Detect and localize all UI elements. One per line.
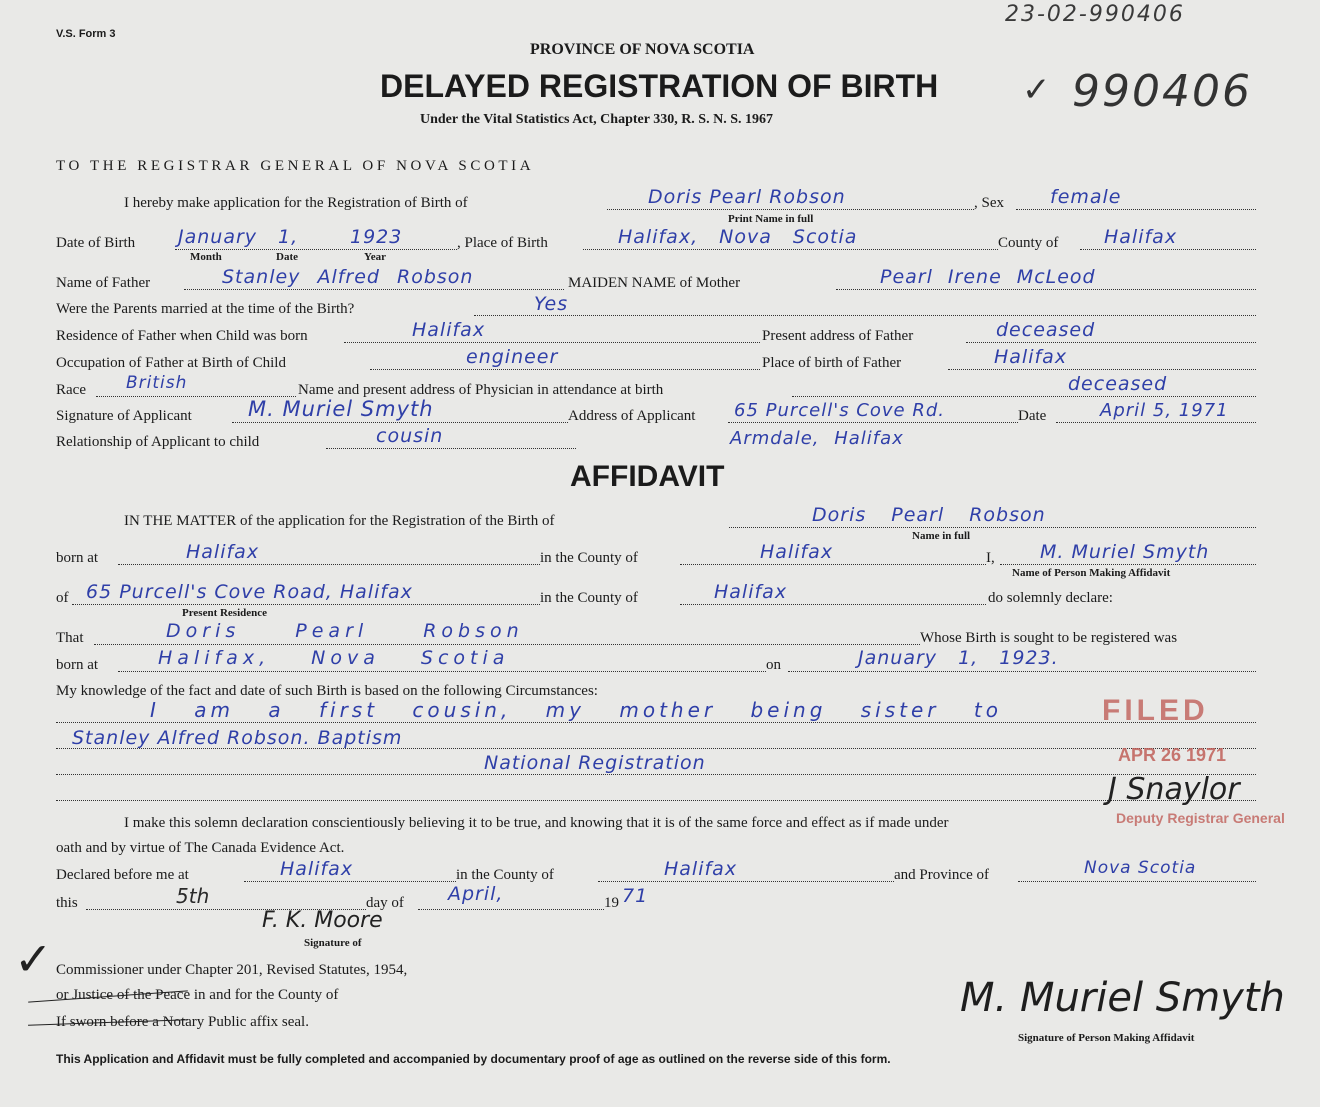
county-of-label: in the County of xyxy=(540,550,638,566)
physician-label: Name and present address of Physician in attendance at birth xyxy=(298,382,664,398)
born-at-value: Halifax xyxy=(186,541,260,563)
occupation-label: Occupation of Father at Birth of Child xyxy=(56,355,286,371)
county2-label: in the County of xyxy=(540,590,638,606)
registration-number: 990406 xyxy=(1072,66,1252,117)
married-label: Were the Parents married at the time of the Birth? xyxy=(56,301,355,317)
act-reference: Under the Vital Statistics Act, Chapter 330, R. S. N. S. 1967 xyxy=(420,112,773,127)
circumstances-line2: Stanley Alfred Robson. Baptism xyxy=(72,727,403,749)
print-name-caption: Print Name in full xyxy=(728,213,814,225)
born-at2-label: born at xyxy=(56,657,99,673)
child-name-value: Doris Pearl Robson xyxy=(648,186,846,208)
affiant-signature: M. Muriel Smyth xyxy=(960,975,1285,1021)
i-label: I, xyxy=(986,550,995,566)
date-value: April 5, 1971 xyxy=(1100,400,1229,421)
day-of-label: day of xyxy=(366,895,404,911)
born-at2-value: Halifax, Nova Scotia xyxy=(158,647,510,669)
sought-label: Whose Birth is sought to be registered was xyxy=(920,630,1178,646)
justice-line: or Justice of the Peace in and for the County of xyxy=(56,987,339,1003)
race-value: British xyxy=(126,373,188,393)
signature-label: Signature of Applicant xyxy=(56,408,192,424)
province-heading: PROVINCE OF NOVA SCOTIA xyxy=(530,41,755,58)
commissioner-line: Commissioner under Chapter 201, Revised Statutes, 1954, xyxy=(56,962,408,978)
decl-county-label: in the County of xyxy=(456,867,554,883)
day-value: 5th xyxy=(176,884,210,908)
father-pob-value: Halifax xyxy=(994,346,1068,368)
circumstances-line3: National Registration xyxy=(484,752,706,774)
form-title: DELAYED REGISTRATION OF BIRTH xyxy=(380,68,939,104)
applicant-signature: M. Muriel Smyth xyxy=(248,397,434,421)
affidavit-child-name: Doris Pearl Robson xyxy=(812,504,1046,526)
registrar-signature: J Snaylor xyxy=(1108,772,1240,807)
circumstances-line1: I am a first cousin, my mother being sister to xyxy=(150,698,1002,722)
stamp-role: Deputy Registrar General xyxy=(1116,810,1285,826)
address-line1: 65 Purcell's Cove Rd. xyxy=(734,400,945,421)
year-prefix: 19 xyxy=(604,895,619,911)
physician-value: deceased xyxy=(1068,373,1168,395)
of-label: of xyxy=(56,590,69,606)
registrar-address-line: TO THE REGISTRAR GENERAL OF NOVA SCOTIA xyxy=(56,158,535,174)
father-pob-label: Place of birth of Father xyxy=(762,355,902,371)
notary-line: If sworn before a Notary Public affix seal. xyxy=(56,1014,309,1030)
filed-stamp: FILED xyxy=(1102,694,1209,727)
caption-date: Date xyxy=(276,251,298,263)
father-value: Stanley Alfred Robson xyxy=(222,266,474,288)
relationship-label: Relationship of Applicant to child xyxy=(56,434,260,450)
father-label: Name of Father xyxy=(56,275,151,291)
dob-year: 1923 xyxy=(350,226,403,248)
dob-month: January xyxy=(178,226,258,248)
commissioner-check-icon: ✓ xyxy=(14,932,53,986)
year-suffix: 71 xyxy=(622,885,649,907)
declare-label: do solemnly declare: xyxy=(988,590,1113,606)
person-value: M. Muriel Smyth xyxy=(1040,541,1210,563)
person-caption: Name of Person Making Affidavit xyxy=(1012,567,1171,579)
relationship-value: cousin xyxy=(376,425,444,447)
residence-label: Residence of Father when Child was born xyxy=(56,328,308,344)
date-label: Date xyxy=(1018,408,1047,424)
registration-number-top: 23-02-990406 xyxy=(1005,2,1185,27)
form-number: V.S. Form 3 xyxy=(56,28,116,40)
county2-value: Halifax xyxy=(714,581,788,603)
residence-value: Halifax xyxy=(412,319,486,341)
present-residence-caption: Present Residence xyxy=(182,607,268,619)
sex-label: , Sex xyxy=(974,195,1004,211)
born-at-label: born at xyxy=(56,550,99,566)
stamp-date: APR 26 1971 xyxy=(1118,745,1227,765)
married-value: Yes xyxy=(534,293,569,315)
caption-year: Year xyxy=(364,251,386,263)
footer-note: This Application and Affidavit must be fully completed and accompanied by documentary proof of age as outlined on the reverse side of this form. xyxy=(56,1052,891,1066)
affiant-caption: Signature of Person Making Affidavit xyxy=(1018,1032,1195,1044)
caption-month: Month xyxy=(190,251,222,263)
application-label: I hereby make application for the Registration of Birth of xyxy=(124,195,468,211)
mother-value: Pearl Irene McLeod xyxy=(880,266,1096,288)
name-in-full-caption: Name in full xyxy=(912,530,971,542)
present-address-value: deceased xyxy=(996,319,1096,341)
county-label: County of xyxy=(998,235,1059,251)
declared-label: Declared before me at xyxy=(56,867,189,883)
matter-label: IN THE MATTER of the application for the Registration of the Birth of xyxy=(124,513,555,529)
province-value: Nova Scotia xyxy=(1084,858,1197,878)
race-label: Race xyxy=(56,382,86,398)
declaration-line2: oath and by virtue of The Canada Evidence Act. xyxy=(56,840,345,856)
affidavit-heading: AFFIDAVIT xyxy=(570,460,725,493)
address-line2: Armdale, Halifax xyxy=(730,428,904,449)
present-address-label: Present address of Father xyxy=(762,328,914,344)
signature-of-caption: Signature of xyxy=(304,937,362,949)
county-value: Halifax xyxy=(1104,226,1178,248)
mother-label: MAIDEN NAME of Mother xyxy=(568,275,741,291)
dob-day: 1, xyxy=(278,226,299,248)
dob-label: Date of Birth xyxy=(56,235,136,251)
county-of-value: Halifax xyxy=(760,541,834,563)
month-value: April, xyxy=(448,883,504,905)
that-name: Doris Pearl Robson xyxy=(166,620,524,642)
occupation-value: engineer xyxy=(466,346,559,368)
knowledge-label: My knowledge of the fact and date of such Birth is based on the following Circumstances: xyxy=(56,683,598,699)
address-label: Address of Applicant xyxy=(568,408,696,424)
declaration-line1: I make this solemn declaration conscientiously believing it to be true, and knowing that it is of the same force and effect as if made under xyxy=(124,815,949,831)
province-label: and Province of xyxy=(894,867,989,883)
pob-value: Halifax, Nova Scotia xyxy=(618,226,858,248)
check-mark: ✓ xyxy=(1022,70,1051,110)
declared-at: Halifax xyxy=(280,858,354,880)
decl-county-value: Halifax xyxy=(664,858,738,880)
on-label: on xyxy=(766,657,781,673)
commissioner-signature: F. K. Moore xyxy=(262,908,383,933)
on-date: January 1, 1923. xyxy=(858,647,1059,669)
affidavit-residence: 65 Purcell's Cove Road, Halifax xyxy=(86,581,413,603)
this-label: this xyxy=(56,895,78,911)
that-label: That xyxy=(56,630,84,646)
sex-value: female xyxy=(1050,186,1122,208)
pob-label: , Place of Birth xyxy=(457,235,548,251)
